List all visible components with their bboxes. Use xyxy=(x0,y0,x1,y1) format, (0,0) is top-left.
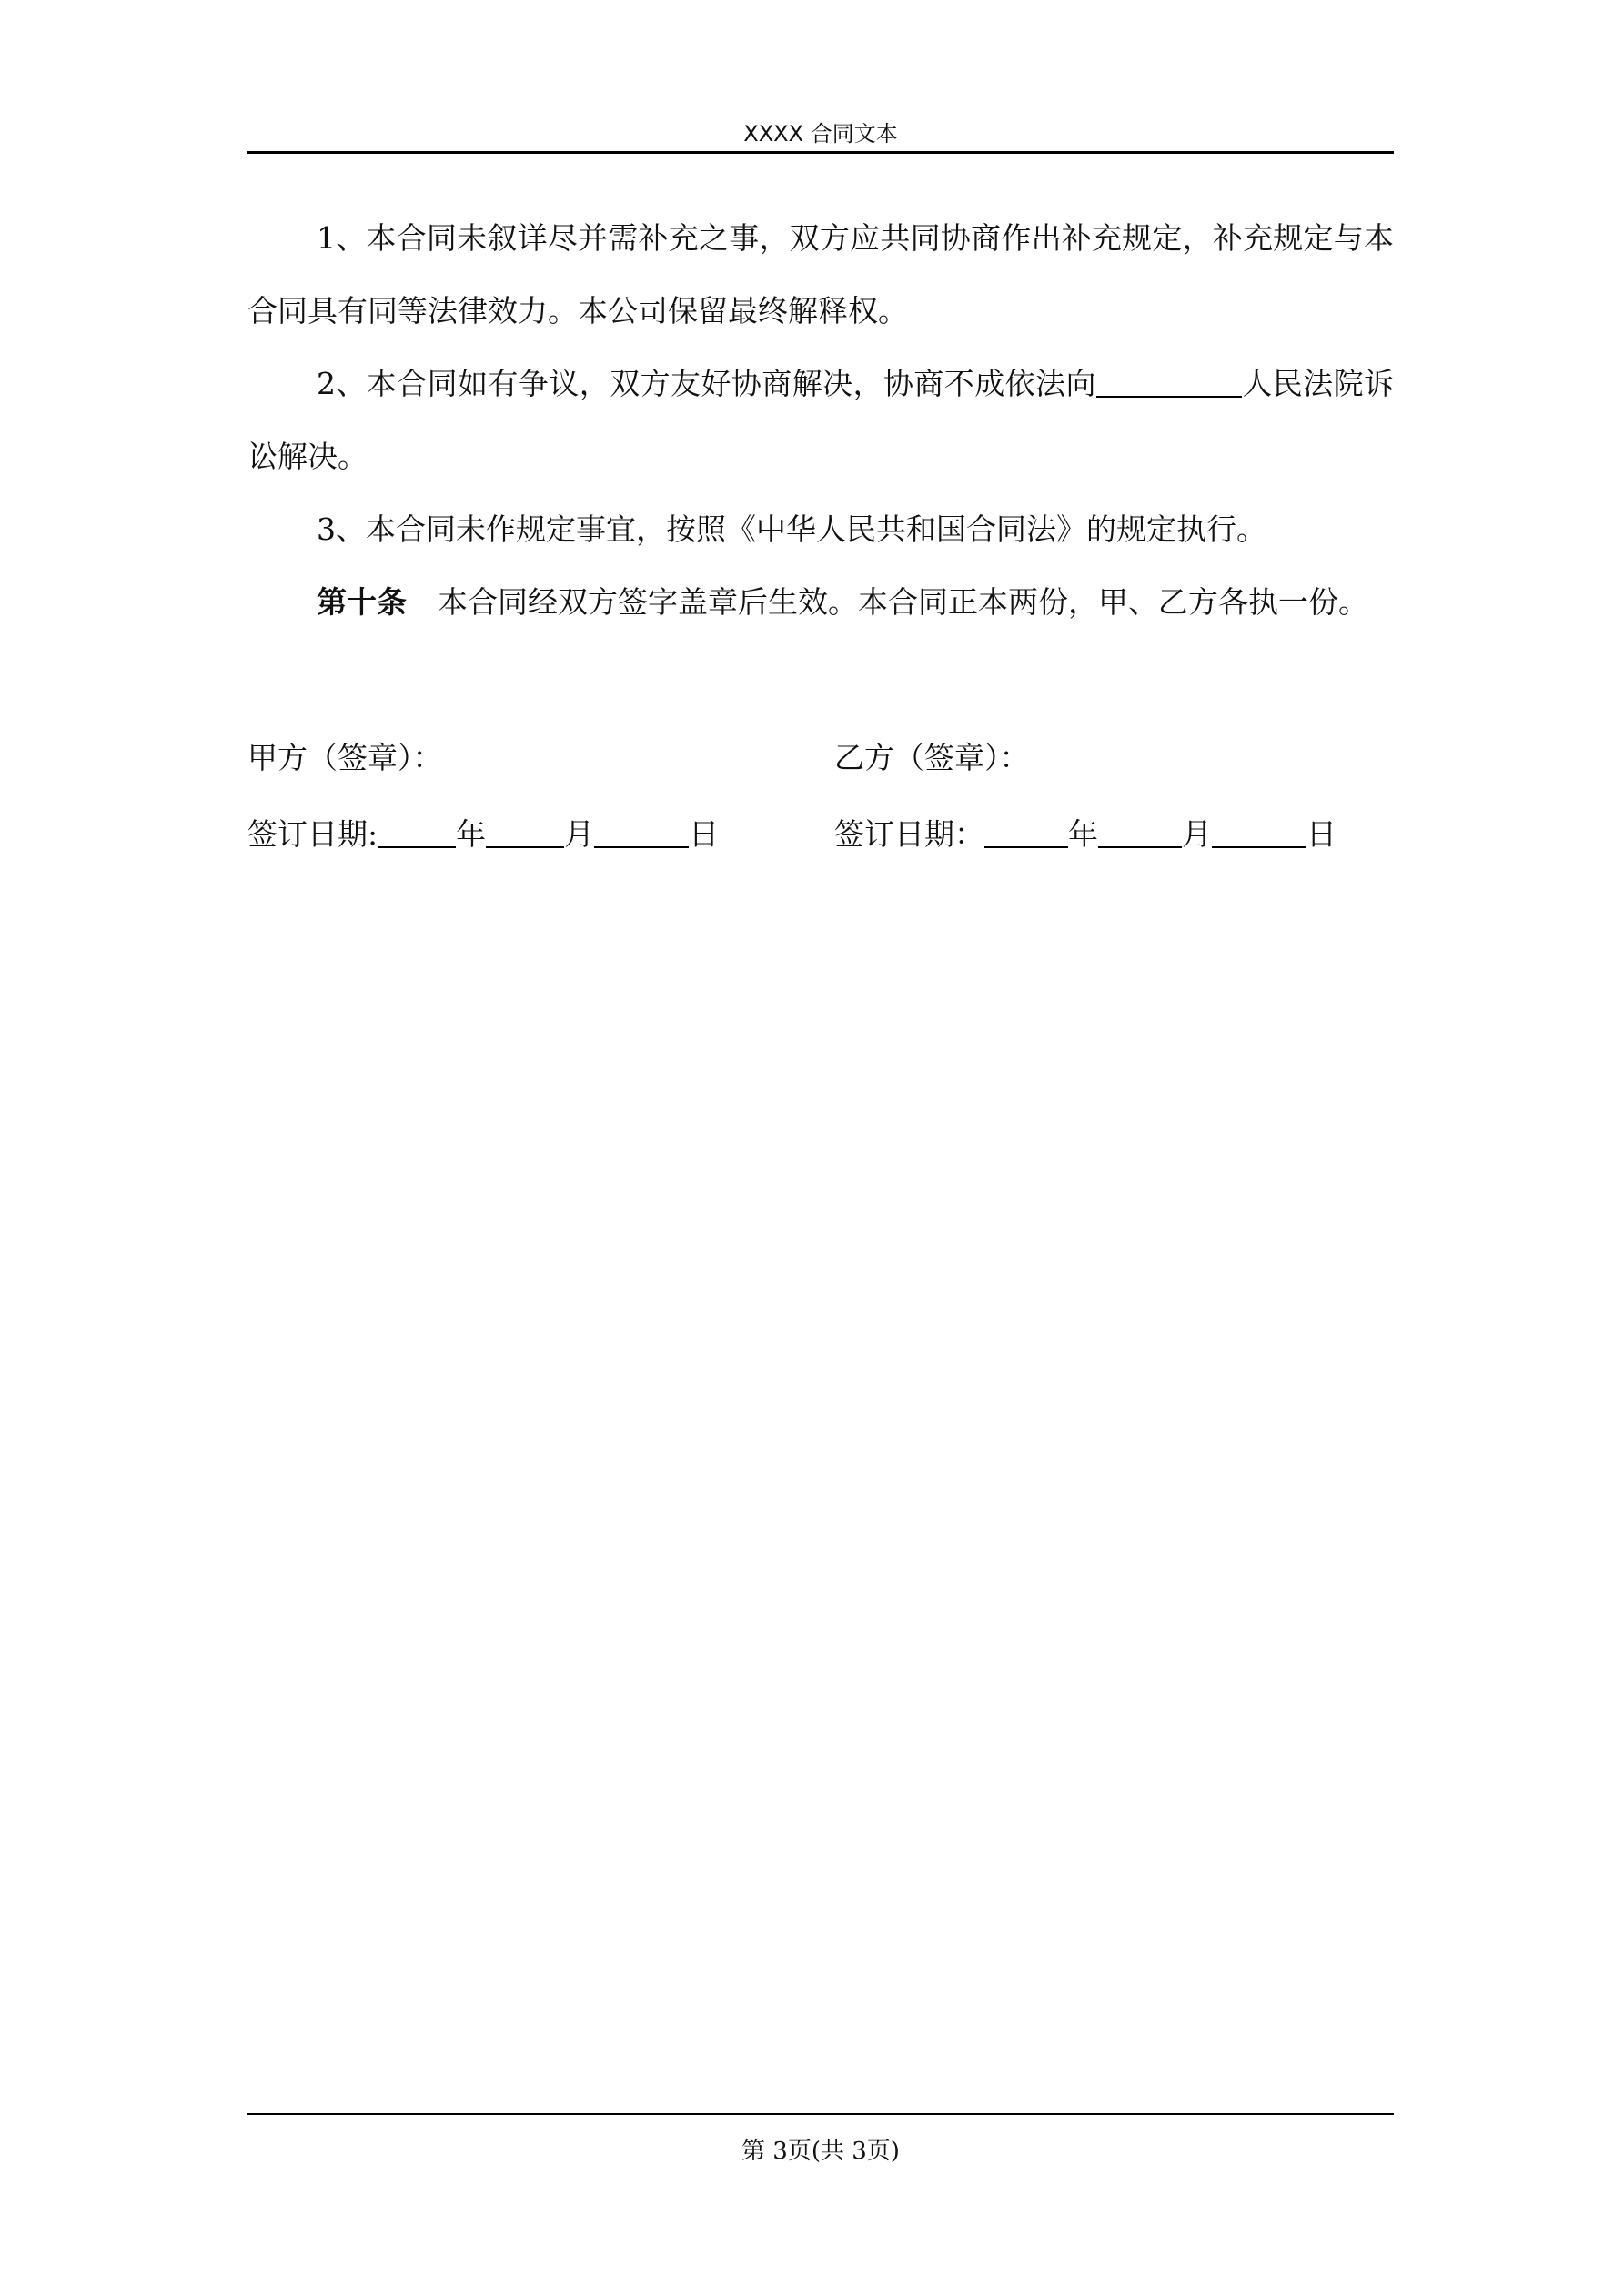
clause-2 xyxy=(247,348,1394,493)
contract-body xyxy=(247,202,1394,639)
party-a-signature-label: 甲方（签章）： xyxy=(247,740,443,775)
clause-3: 3、本合同未作规定事宜，按照《中华人民共和国合同法》的规定执行。 xyxy=(317,511,1266,547)
party-a-month-blank[interactable] xyxy=(486,816,564,848)
party-b-date xyxy=(834,811,1337,854)
party-b-signature-label: 乙方（签章）： xyxy=(834,740,1030,775)
party-b-month-blank[interactable] xyxy=(1098,816,1182,848)
party-a-year-blank[interactable] xyxy=(378,816,456,848)
party-b-day-blank[interactable] xyxy=(1212,816,1306,848)
page-header-title: XXXX 合同文本 xyxy=(743,121,898,147)
article-10-text: 本合同经双方签字盖章后生效。本合同正本两份，甲、乙方各执一份。 xyxy=(438,584,1368,620)
party-a-day-blank[interactable] xyxy=(594,816,689,848)
page-number: 第 3页(共 3页) xyxy=(741,2138,900,2165)
day-label: 日 xyxy=(689,816,720,852)
clause-1: 1、本合同未叙详尽并需补充之事，双方应共同协商作出补充规定，补充规定与本合同具有同等法律效力。本公司保留最终解释权。 xyxy=(247,220,1394,329)
party-a-date-label: 签订日期: xyxy=(247,816,378,852)
header-divider xyxy=(247,151,1394,154)
year-label: 年 xyxy=(456,816,487,852)
court-name-blank[interactable] xyxy=(1096,366,1242,398)
party-b-date-label: 签订日期： xyxy=(834,816,984,852)
month-label: 月 xyxy=(1182,816,1212,852)
footer-divider xyxy=(247,2113,1394,2115)
day-label: 日 xyxy=(1306,816,1337,852)
article-10-label: 第十条 xyxy=(317,584,407,620)
year-label: 年 xyxy=(1068,816,1098,852)
month-label: 月 xyxy=(564,816,595,852)
signature-row xyxy=(247,734,1394,811)
party-b-year-blank[interactable] xyxy=(984,816,1068,848)
date-row xyxy=(247,811,1394,887)
signature-section xyxy=(247,734,1394,887)
article-10 xyxy=(247,566,1394,639)
party-a-date xyxy=(247,811,719,854)
clause-2-text-end: 人民法院诉讼解决。 xyxy=(247,366,1395,474)
clause-2-text-start: 2、本合同如有争议，双方友好协商解决，协商不成依法向 xyxy=(317,366,1096,401)
